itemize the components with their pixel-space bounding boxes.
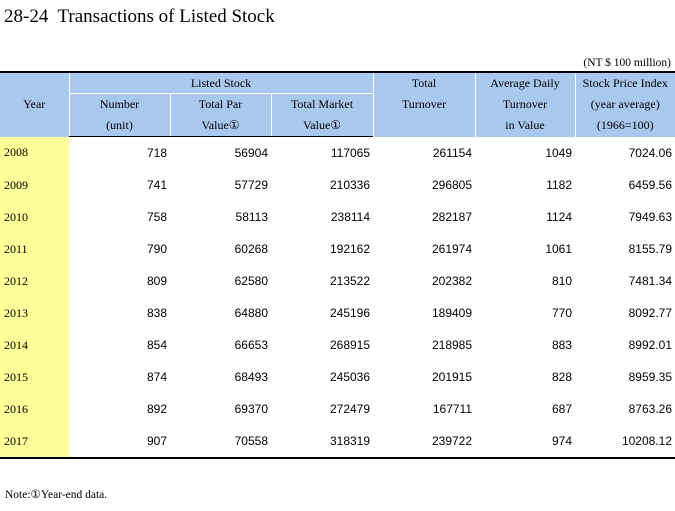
table-row [0, 297, 675, 329]
table-row [0, 265, 675, 297]
market-value-cell: 238114 [330, 210, 371, 224]
number-cell: 809 [146, 274, 167, 288]
footnote: Note:①Year-end data. [5, 489, 108, 501]
par-value-cell: 60268 [234, 242, 268, 256]
turnover-cell: 261154 [432, 145, 473, 160]
market-value-cell: 210336 [329, 178, 371, 192]
number-cell: 741 [146, 178, 167, 192]
header-total-par-value: Total Par Value① [170, 94, 271, 137]
header-total-turnover: Total Turnover [373, 72, 475, 137]
header-stock-price-index: Stock Price Index (year average) (1966=100) [575, 72, 675, 137]
table-row [0, 201, 675, 233]
par-value-cell: 69370 [234, 402, 268, 416]
par-value-cell: 66653 [234, 338, 268, 352]
year-cell: 2012 [0, 265, 69, 297]
daily-turnover-cell: 1049 [545, 145, 573, 160]
par-value-cell: 62580 [234, 274, 268, 288]
number-cell: 790 [146, 242, 167, 256]
year-cell: 2014 [0, 329, 69, 361]
number-cell: 892 [146, 402, 167, 416]
price-index-cell: 8992.01 [628, 338, 673, 352]
number-cell: 907 [69, 425, 170, 458]
par-value-cell: 56904 [234, 146, 268, 160]
year-cell: 2010 [0, 201, 69, 233]
number-cell: 854 [146, 338, 167, 352]
stock-transactions-table [0, 71, 675, 459]
daily-turnover-cell: 810 [551, 274, 573, 288]
turnover-cell: 189409 [431, 306, 473, 320]
year-cell: 2017 [0, 425, 69, 458]
table-body [0, 137, 675, 459]
price-index-cell: 7481.34 [628, 274, 673, 288]
par-value-cell: 58113 [235, 210, 268, 224]
number-cell: 718 [146, 146, 167, 160]
header-average-daily-turnover: Average Daily Turnover in Value [475, 72, 575, 137]
par-value-cell: 57729 [234, 178, 268, 192]
turnover-cell: 282187 [431, 210, 473, 224]
table-row [0, 169, 675, 201]
turnover-cell: 218985 [431, 338, 473, 352]
market-value-cell: 318319 [271, 425, 373, 458]
year-cell: 2009 [0, 169, 69, 201]
turnover-cell: 296805 [431, 178, 473, 192]
turnover-cell: 167711 [432, 402, 473, 416]
price-index-cell: 8092.77 [628, 306, 673, 320]
table-row [0, 425, 675, 458]
turnover-cell: 202382 [431, 274, 473, 288]
par-value-cell: 64880 [234, 306, 268, 320]
header-total-market-value: Total Market Value① [271, 94, 373, 137]
price-index-cell: 7024.06 [628, 145, 673, 160]
year-cell: 2013 [0, 297, 69, 329]
number-cell: 758 [146, 210, 167, 224]
year-cell: 2015 [0, 361, 69, 393]
table-row [0, 233, 675, 265]
daily-turnover-cell: 883 [551, 338, 573, 352]
page-title: 28-24 Transactions of Listed Stock [4, 6, 275, 27]
number-cell: 838 [146, 306, 167, 320]
table-row [0, 393, 675, 425]
header-year: Year [0, 72, 69, 137]
header-number: Number (unit) [69, 94, 170, 137]
price-index-cell: 10208.12 [575, 425, 675, 458]
market-value-cell: 245196 [329, 306, 371, 320]
market-value-cell: 192162 [329, 242, 371, 256]
table-row [0, 137, 675, 170]
daily-turnover-cell: 828 [551, 370, 573, 384]
market-value-cell: 245036 [329, 370, 371, 384]
par-value-cell: 70558 [170, 425, 271, 458]
daily-turnover-cell: 974 [475, 425, 575, 458]
market-value-cell: 268915 [329, 338, 371, 352]
turnover-cell: 201915 [431, 370, 473, 384]
market-value-cell: 272479 [329, 402, 371, 416]
price-index-cell: 7949.63 [628, 210, 673, 224]
daily-turnover-cell: 770 [551, 306, 573, 320]
daily-turnover-cell: 1182 [546, 178, 573, 192]
price-index-cell: 6459.56 [628, 178, 673, 192]
year-cell: 2008 [0, 137, 69, 170]
year-cell: 2011 [0, 233, 69, 265]
par-value-cell: 68493 [234, 370, 268, 384]
price-index-cell: 8763.26 [628, 402, 673, 416]
table-row [0, 329, 675, 361]
table-row [0, 361, 675, 393]
price-index-cell: 8959.35 [628, 370, 673, 384]
daily-turnover-cell: 1124 [546, 210, 573, 224]
number-cell: 874 [146, 370, 167, 384]
turnover-cell: 239722 [373, 425, 475, 458]
price-index-cell: 8155.79 [628, 242, 673, 256]
unit-label: (NT $ 100 million) [583, 57, 671, 69]
daily-turnover-cell: 1061 [545, 242, 573, 256]
daily-turnover-cell: 687 [551, 402, 573, 416]
market-value-cell: 117065 [330, 146, 371, 160]
market-value-cell: 213522 [329, 274, 371, 288]
turnover-cell: 261974 [431, 242, 473, 256]
year-cell: 2016 [0, 393, 69, 425]
header-listed-stock: Listed Stock [69, 72, 373, 94]
